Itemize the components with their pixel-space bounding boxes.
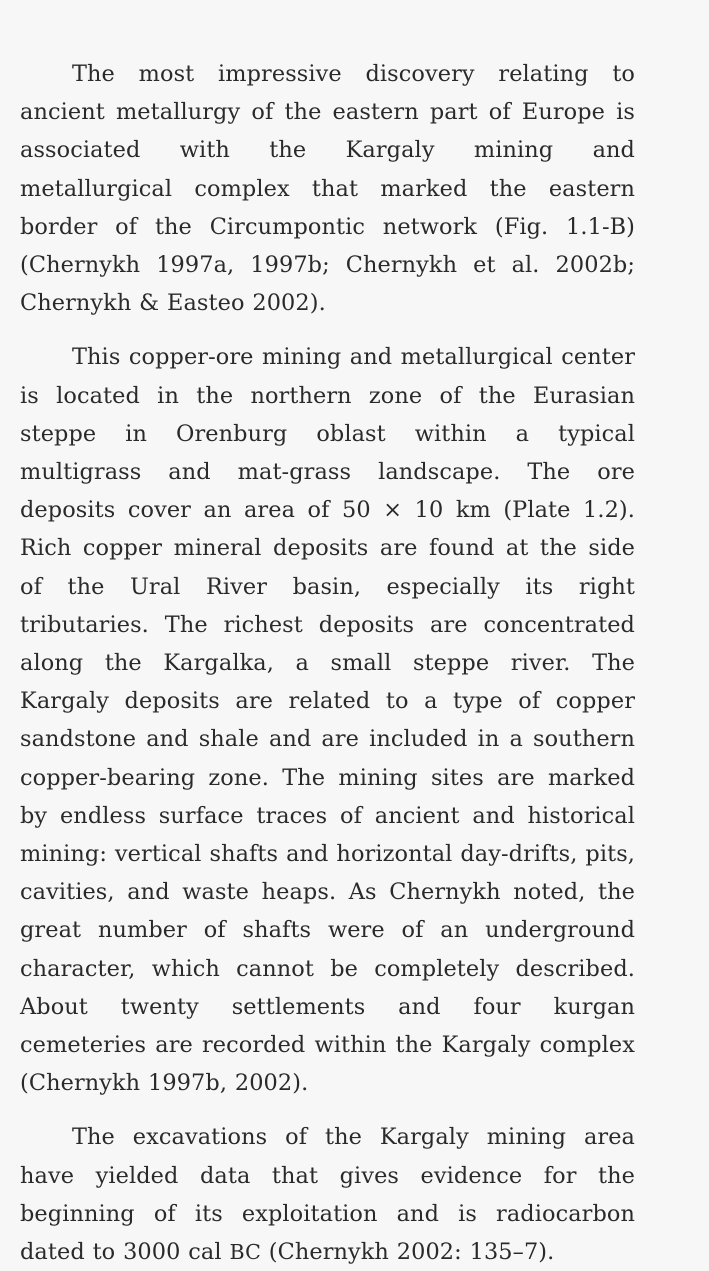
paragraph-1: The most impressive discovery relating to ancient metallurgy of the eastern part of Europe is associated with the Kargaly mining and metallurgical complex that marked the eastern border of the Circumpontic network (Fig. 1.1-B) (Chernykh 1997a, 1997b; Chernykh et al. 2002b; Chernykh & Easteo 2002). xyxy=(20,61,635,317)
paragraph-3-text: The excavations of the Kargaly mining area have yielded data that gives evidence for the beginning of its exploitation and is radiocarbon dated to 3000 cal xyxy=(20,1124,635,1266)
paragraph-3-citation: (Chernykh 2002: 135–7). xyxy=(260,1239,555,1266)
paragraph-3 xyxy=(20,1118,635,1271)
paragraph-2: This copper-ore mining and metallurgical center is located in the northern zone of the Eurasian steppe in Orenburg oblast within a typical multigrass and mat-grass landscape. The ore deposits cover an area of 50 × 10 km (Plate 1.2). Rich copper mineral deposits are found at the side of the Ural River basin, especially its right tributaries. The richest deposits are concentrated along the Kargalka, a small steppe river. The Kargaly deposits are related to a type of copper sandstone and shale and are included in a southern copper-bearing zone. The mining sites are marked by endless surface traces of ancient and historical mining: vertical shafts and horizontal day-drifts, pits, cavities, and waste heaps. As Chernykh noted, the great number of shafts were of an underground character, which cannot be completely described. About twenty settlements and four kurgan cemeteries are recorded within the Kargaly complex (Chernykh 1997b, 2002). xyxy=(20,344,635,1097)
era-abbreviation: BC xyxy=(229,1240,261,1265)
